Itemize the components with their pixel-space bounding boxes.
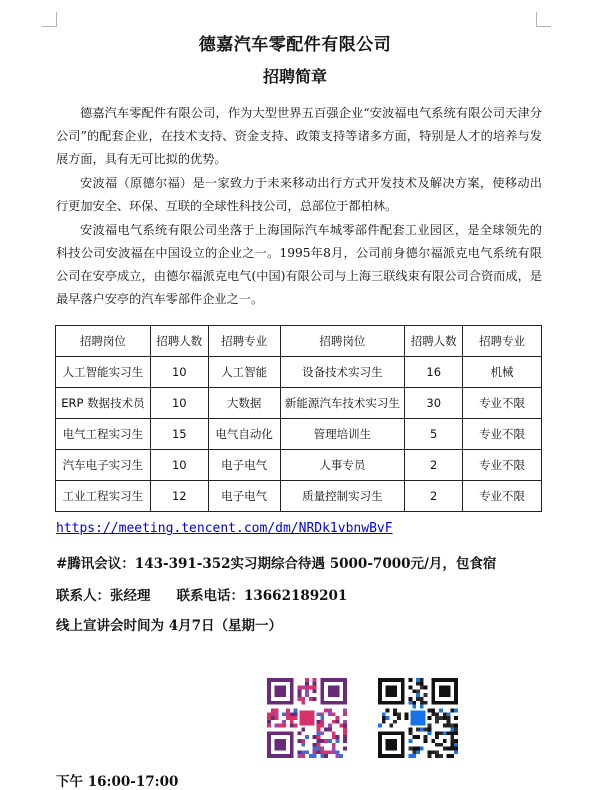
wechat-qr-icon[interactable]: [267, 678, 347, 758]
table-cell: 人工智能实习生: [56, 357, 151, 388]
contact-line: [56, 584, 347, 604]
table-cell: 电气工程实习生: [56, 419, 151, 450]
table-cell: 机械: [463, 357, 542, 388]
table-cell: 管理培训生: [280, 419, 405, 450]
table-cell: 16: [405, 357, 463, 388]
table-cell: 电子电气: [208, 450, 280, 481]
table-row: [56, 481, 542, 512]
table-header-cell: 招聘专业: [463, 326, 542, 357]
table-cell: 人事专员: [280, 450, 405, 481]
aptiv-paragraph: 安波福（原德尔福）是一家致力于未来移动出行方式开发技术及解决方案，使移动出行更加安全、环保、互联的全球性科技公司，总部位于都柏林。: [56, 176, 542, 214]
table-cell: 专业不限: [463, 388, 542, 419]
table-cell: 电气自动化: [208, 419, 280, 450]
table-cell: 质量控制实习生: [280, 481, 405, 512]
contact-person: 联系人：张经理: [56, 588, 151, 604]
table-row: [56, 419, 542, 450]
table-header-cell: 招聘岗位: [56, 326, 151, 357]
table-cell: 30: [405, 388, 463, 419]
table-cell: 人工智能: [208, 357, 280, 388]
table-header-row: [56, 326, 542, 357]
meeting-link[interactable]: https://meeting.tencent.com/dm/NRDk1vbnwBvF: [56, 521, 393, 536]
table-cell: ERP 数据技术员: [56, 388, 151, 419]
table-cell: 专业不限: [463, 419, 542, 450]
meeting-info: #腾讯会议：143-391-352实习期综合待遇 5000-7000元/月，包食宿: [56, 556, 497, 572]
table-cell: 汽车电子实习生: [56, 450, 151, 481]
session-time: 下午 16:00-17:00: [56, 774, 179, 790]
contact-phone: 联系电话：13662189201: [176, 588, 348, 604]
company-title: 德嘉汽车零配件有限公司: [198, 35, 392, 55]
table-cell: 15: [150, 419, 208, 450]
table-cell: 5: [405, 419, 463, 450]
table-row: [56, 357, 542, 388]
tencent-meeting-qr-icon[interactable]: [378, 678, 458, 758]
table-header-cell: 招聘岗位: [280, 326, 405, 357]
document-subtitle: 招聘简章: [262, 67, 327, 86]
table-cell: 设备技术实习生: [280, 357, 405, 388]
page-corner-mark: [536, 12, 551, 27]
table-header-cell: 招聘人数: [150, 326, 208, 357]
table-cell: 工业工程实习生: [56, 481, 151, 512]
job-table: [55, 325, 542, 512]
table-header-cell: 招聘专业: [208, 326, 280, 357]
table-row: [56, 388, 542, 419]
table-header-cell: 招聘人数: [405, 326, 463, 357]
table-cell: 大数据: [208, 388, 280, 419]
table-cell: 12: [150, 481, 208, 512]
table-cell: 2: [405, 450, 463, 481]
page-corner-mark: [42, 12, 57, 27]
intro-paragraph: 德嘉汽车零配件有限公司，作为大型世界五百强企业“安波福电气系统有限公司天津分公司”的配套企业，在技术支持、资金支持、政策支持等诸多方面，特别是人才的培养与发展方面，具有无可比拟的优势。: [56, 106, 542, 167]
table-cell: 10: [150, 357, 208, 388]
table-cell: 10: [150, 388, 208, 419]
table-row: [56, 450, 542, 481]
table-cell: 专业不限: [463, 481, 542, 512]
table-cell: 专业不限: [463, 450, 542, 481]
table-cell: 电子电气: [208, 481, 280, 512]
table-cell: 2: [405, 481, 463, 512]
table-cell: 新能源汽车技术实习生: [280, 388, 405, 419]
session-date: 线上宣讲会时间为 4月7日（星期一）: [56, 618, 282, 634]
table-cell: 10: [150, 450, 208, 481]
history-paragraph: 安波福电气系统有限公司坐落于上海国际汽车城零部件配套工业园区，是全球领先的科技公司安波福在中国设立的企业之一。1995年8月，公司前身德尔福派克电气系统有限公司在安亭成立，由德尔福派克电气(中国)有限公司与上海三联线束有限公司合资而成，是最早落户安亭的汽车零部件企业之一。: [56, 223, 542, 307]
